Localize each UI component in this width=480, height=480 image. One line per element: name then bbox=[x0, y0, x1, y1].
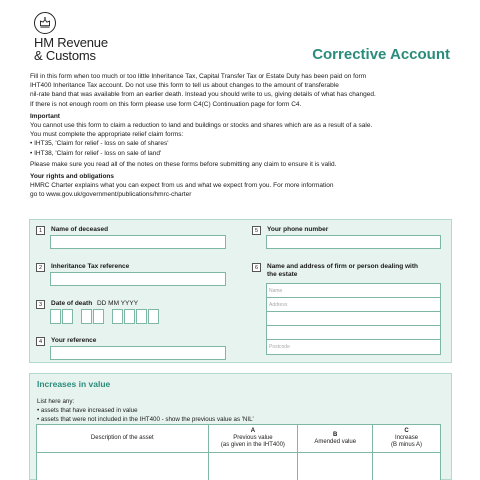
increases-table bbox=[36, 424, 441, 480]
q3-label bbox=[51, 300, 138, 308]
table-header-row bbox=[37, 425, 441, 453]
date-format-hint: DD MM YYYY bbox=[96, 300, 139, 307]
phone-number-field[interactable] bbox=[266, 235, 441, 249]
firm-address-block bbox=[266, 283, 441, 355]
q2-label: Inheritance Tax reference bbox=[51, 263, 130, 270]
rights-text: HMRC Charter explains what you can expect from us and what we expect from you. For more information bbox=[30, 182, 334, 190]
royal-crest-icon bbox=[34, 12, 56, 34]
intro-text: nil-rate band that was available from an earlier death. Instead you should write to us, giving details of what has changed. bbox=[30, 91, 376, 99]
list-item: • assets that have increased in value bbox=[37, 406, 254, 415]
q5-label: Your phone number bbox=[267, 226, 329, 233]
header-letter: A bbox=[250, 428, 256, 434]
intro-text: Fill in this form when too much or too little Inheritance Tax, Capital Transfer Tax or Estate Duty has been paid on form bbox=[30, 73, 367, 80]
question-number-2: 2 bbox=[36, 263, 45, 272]
question-number-3: 3 bbox=[36, 300, 45, 309]
date-month-digit-2[interactable] bbox=[93, 309, 104, 324]
column-header-a bbox=[208, 425, 298, 453]
header-text: Increase bbox=[395, 435, 419, 441]
increases-instructions bbox=[37, 397, 254, 424]
increases-intro: List here any: bbox=[37, 398, 75, 405]
increase-cell[interactable] bbox=[373, 453, 441, 480]
previous-value-cell[interactable] bbox=[208, 453, 298, 480]
intro-text: IHT400 Inheritance Tax account. Do not use this form to tell us about changes to the amount of transferable bbox=[30, 82, 339, 90]
question-number-1: 1 bbox=[36, 226, 45, 235]
amended-value-cell[interactable] bbox=[298, 453, 373, 480]
question-number-5: 5 bbox=[252, 226, 261, 235]
header-subtext: (as given in the IHT400) bbox=[220, 442, 285, 448]
iht-reference-field[interactable] bbox=[50, 272, 226, 286]
header-subtext: (B minus A) bbox=[391, 442, 423, 448]
date-month-digit-1[interactable] bbox=[81, 309, 92, 324]
table-row bbox=[37, 453, 441, 480]
intro-section bbox=[30, 72, 455, 200]
q6-label-line-1: Name and address of firm or person dealing with bbox=[267, 263, 418, 270]
header-text: Description of the asset bbox=[90, 435, 154, 441]
firm-name-field[interactable]: Name bbox=[267, 284, 440, 298]
column-header-b bbox=[298, 425, 373, 453]
date-day-digit-1[interactable] bbox=[50, 309, 61, 324]
question-number-6: 6 bbox=[252, 263, 261, 272]
date-year-digit-4[interactable] bbox=[148, 309, 159, 324]
page-title: Corrective Account bbox=[312, 46, 450, 63]
header-letter: C bbox=[404, 428, 409, 434]
rights-text: go to www.gov.uk/government/publications/hmrc-charter bbox=[30, 191, 192, 199]
firm-address-line-3[interactable] bbox=[267, 326, 440, 340]
notes-text: Please make sure you read all of the notes on these forms before submitting any claim to ensure it is valid. bbox=[30, 160, 337, 168]
date-year-digit-3[interactable] bbox=[136, 309, 147, 324]
list-item: • IHT35, 'Claim for relief - loss on sale of shares' bbox=[30, 139, 455, 148]
name-of-deceased-field[interactable] bbox=[50, 235, 226, 249]
description-cell[interactable] bbox=[37, 453, 209, 480]
date-day-digit-2[interactable] bbox=[62, 309, 73, 324]
q3-label-text: Date of death bbox=[51, 300, 93, 307]
list-item: • IHT38, 'Claim for relief - loss on sale of land' bbox=[30, 149, 455, 158]
q6-label bbox=[267, 263, 418, 279]
your-reference-field[interactable] bbox=[50, 346, 226, 360]
q4-label: Your reference bbox=[51, 337, 97, 344]
org-line-1: HM Revenue bbox=[34, 35, 108, 50]
list-item: • assets that were not included in the IHT400 - show the previous value as 'NIL' bbox=[37, 415, 254, 424]
firm-address-field[interactable]: Address bbox=[267, 298, 440, 312]
rights-heading: Your rights and obligations bbox=[30, 173, 115, 181]
important-text: You must complete the appropriate relief claim forms: bbox=[30, 131, 184, 139]
q6-label-line-2: the estate bbox=[267, 271, 298, 278]
column-header-c bbox=[373, 425, 441, 453]
relief-forms-list bbox=[30, 139, 455, 157]
date-year-digit-1[interactable] bbox=[112, 309, 123, 324]
important-heading: Important bbox=[30, 112, 60, 120]
question-number-4: 4 bbox=[36, 337, 45, 346]
org-line-2: & Customs bbox=[34, 48, 96, 63]
date-year-digit-2[interactable] bbox=[124, 309, 135, 324]
header-text: Amended value bbox=[314, 438, 357, 445]
intro-text: If there is not enough room on this form please use form C4(C) Continuation page for form C4. bbox=[30, 100, 302, 108]
column-header-description bbox=[37, 425, 209, 453]
firm-address-line-2[interactable] bbox=[267, 312, 440, 326]
firm-postcode-field[interactable]: Postcode bbox=[269, 344, 290, 350]
header-text: Previous value bbox=[233, 435, 273, 441]
organisation-name bbox=[34, 36, 108, 62]
header-letter: B bbox=[333, 431, 338, 438]
important-text: You cannot use this form to claim a reduction to land and buildings or stocks and shares which are as a result of a sale. bbox=[30, 122, 373, 130]
increases-heading: Increases in value bbox=[37, 379, 111, 389]
q1-label: Name of deceased bbox=[51, 226, 109, 233]
